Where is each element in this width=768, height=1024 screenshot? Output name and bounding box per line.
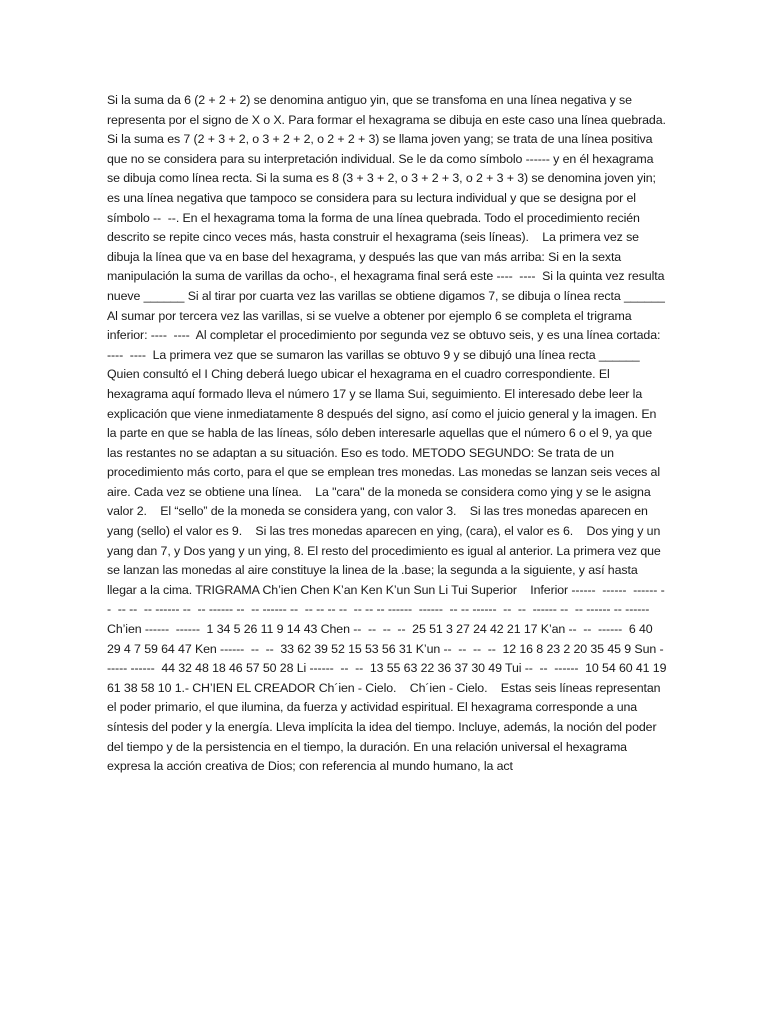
- body-text: Si la suma da 6 (2 + 2 + 2) se denomina antiguo yin, que se transfoma en una línea negativa y se representa por el signo de X o X. Para formar el hexagrama se dibuja en este caso una línea quebrada. Si la suma es 7 (2 + 3 + 2, o 3 + 2 + 2, o 2 + 2 + 3) se llama joven yang; se trata de una línea positiva que no se considera para su interpretación individual. Se le da como símbolo ------ y en él hexagrama se dibuja como línea recta. Si la suma es 8 (3 + 3 + 2, o 3 + 2 + 3, o 2 + 3 + 3) se denomina joven yin; es una línea negativa que tampoco se considera para su lectura individual y que se designa por el símbolo -- --. En el hexagrama toma la forma de una línea quebrada. Todo el procedimiento recién descrito se repite cinco veces más, hasta construir el hexagrama (seis líneas). La primera vez se dibuja la línea que va en base del hexagrama, y después las que van más arriba: Si en la sexta manipulación la suma de varillas da ocho-, el hexagrama final será este ---- ---- Si la quinta vez resulta nueve ______ Si al tirar por cuarta vez las varillas se obtiene digamos 7, se dibuja o línea recta ______ Al sumar por tercera vez las varillas, si se vuelve a obtener por ejemplo 6 se completa el trigrama inferior: ---- ---- Al completar el procedimiento por segunda vez se obtuvo seis, y es una línea cortada: ---- ---- La primera vez que se sumaron las varillas se obtuvo 9 y se dibujó una línea recta ______ Quien consultó el I Ching deberá luego ubicar el hexagrama en el cuadro correspondiente. El hexagrama aquí formado lleva el número 17 y se llama Sui, seguimiento. El interesado debe leer la explicación que viene inmediatamente 8 después del signo, así como el juicio general y la imagen. En la parte en que se habla de las líneas, sólo deben interesarle aquellas que el número 6 o el 9, ya que las restantes no se adaptan a su situación. Eso es todo. METODO SEGUNDO: Se trata de un procedimiento más corto, para el que se emplean tres monedas. Las monedas se lanzan seis veces al aire. Cada vez se obtiene una línea. La "cara" de la moneda se considera como ying y se le asigna valor 2. El “sello” de la moneda se considera yang, con valor 3. Si las tres monedas aparecen en yang (sello) el valor es 9. Si las tres monedas aparecen en ying, (cara), el valor es 6. Dos ying y un yang dan 7, y Dos yang y un ying, 8. El resto del procedimiento es igual al anterior. La primera vez que se lanzan las monedas al aire constituye la linea de la .base; la segunda a la siguiente, y así hasta llegar a la cima. TRIGRAMA Ch’ien Chen K’an Ken K’un Sun Li Tui Superior Inferior ------ ------ ------ -- -- -- -- ------ -- -- ------ -- -- ------ -- -- -- -- -- -- -- -- ------ ------ -- -- ------ -- -- ------ -- -- ------ -- ------ Ch’ien ------ ------ 1 34 5 26 11 9 14 43 Chen -- -- -- -- 25 51 3 27 24 42 21 17 K’an -- -- ------ 6 40 29 4 7 59 64 47 Ken ------ -- -- 33 62 39 52 15 53 56 31 K’un -- -- -- -- 12 16 8 23 2 20 35 45 9 Sun ------ ------ 44 32 48 18 46 57 50 28 Li ------ -- -- 13 55 63 22 36 37 30 49 Tui -- -- ------ 10 54 60 41 19 61 38 58 10 1.- CH’IEN EL CREADOR Ch´ien - Cielo. Ch´ien - Cielo. Estas seis líneas representan el poder primario, el que ilumina, da fuerza y actividad espiritual. El hexagrama corresponde a una síntesis del poder y la energía. Lleva implícita la idea del tiempo. Incluye, además, la noción del poder del tiempo y de la persistencia en el tiempo, la duración. En una relación universal el hexagrama expresa la acción creativa de Dios; con referencia al mundo humano, la act: [107, 93, 670, 774]
